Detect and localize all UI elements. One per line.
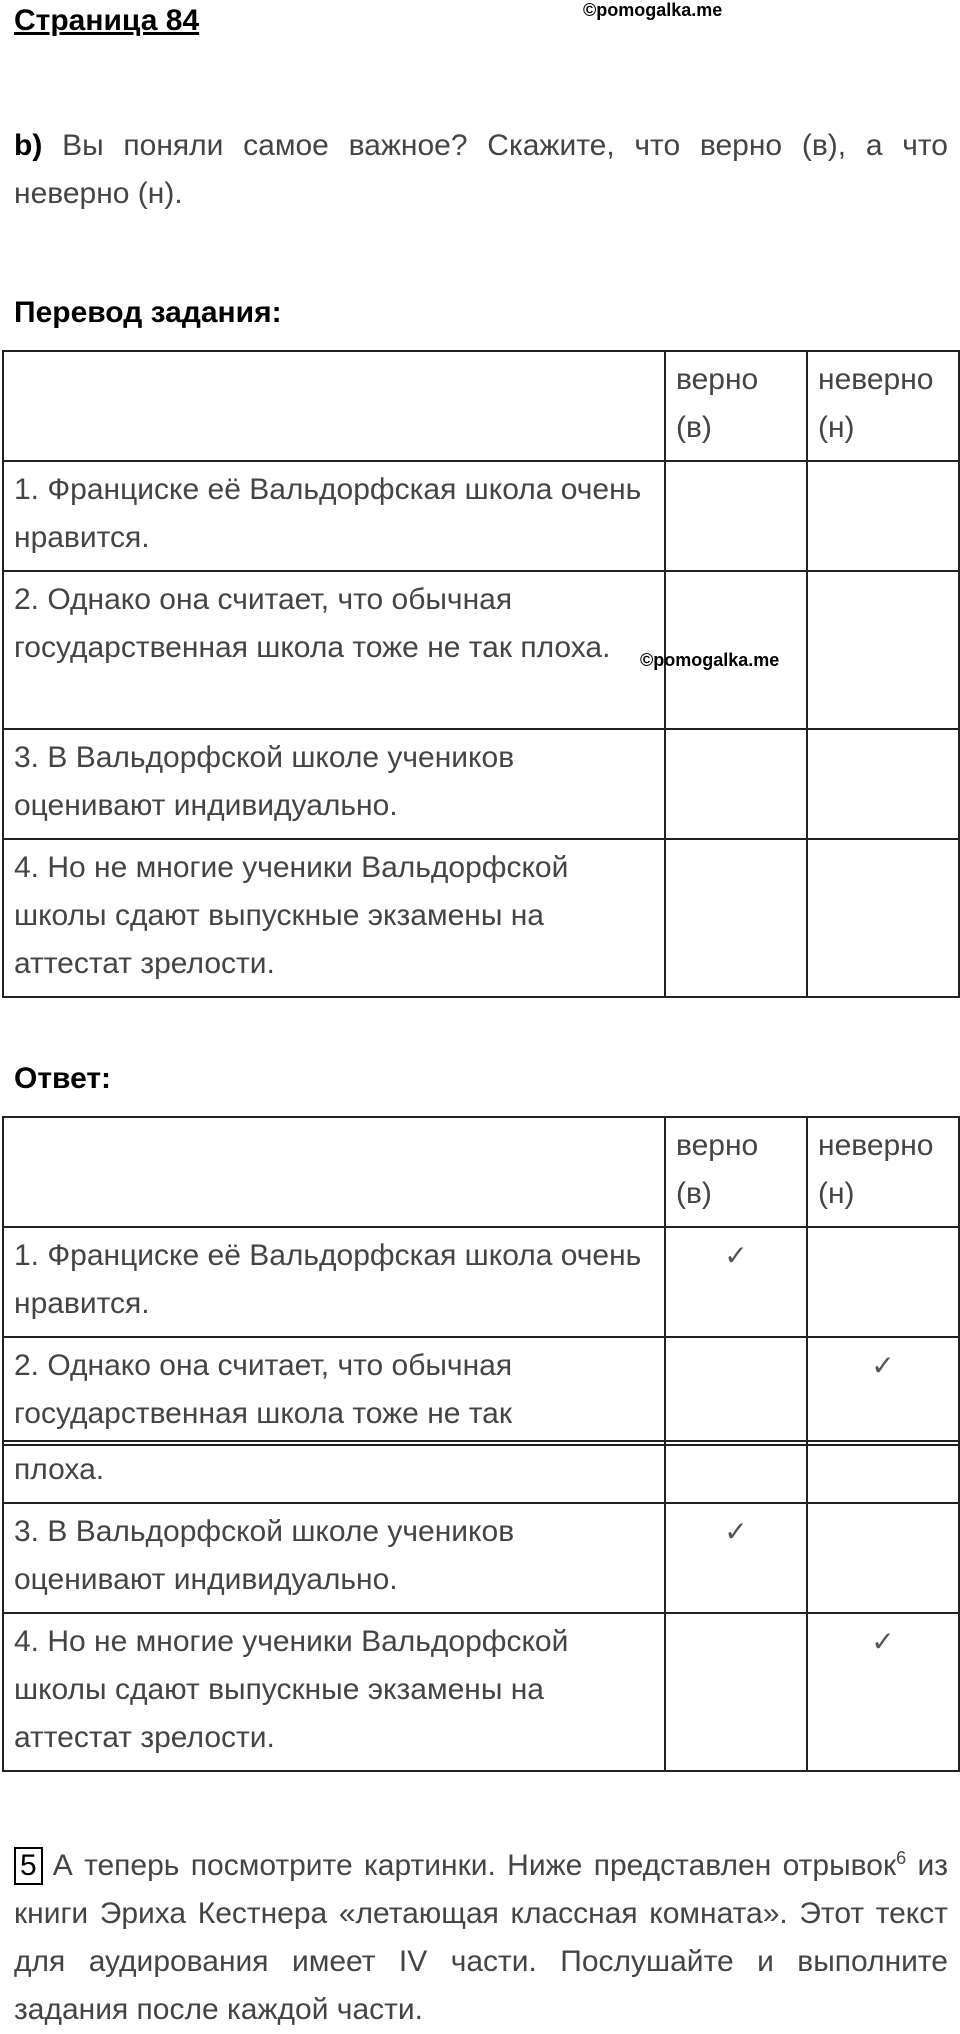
- table-row: [3, 571, 959, 729]
- true-cell[interactable]: [665, 729, 807, 839]
- page-title: Страница 84: [14, 4, 200, 37]
- watermark: ©pomogalka.me: [583, 0, 723, 20]
- table-row: [3, 1337, 959, 1445]
- check-mark: ✓: [665, 1503, 807, 1613]
- task-b-label: b): [14, 129, 43, 162]
- true-cell: [665, 1613, 807, 1771]
- task5-text-a: А теперь посмотрите картинки. Ниже представлен отрывок: [52, 1849, 897, 1882]
- false-cell[interactable]: [807, 461, 959, 571]
- true-cell: [665, 1441, 807, 1503]
- table-header-row: [3, 351, 959, 461]
- statement-cell: 2. Однако она считает, что обычная государственная школа тоже не так: [3, 1337, 665, 1445]
- table-row: [3, 1441, 959, 1503]
- false-cell: [807, 1441, 959, 1503]
- task-b-instruction: [14, 122, 948, 218]
- table-header-row: [3, 1117, 959, 1227]
- watermark: ©pomogalka.me: [640, 650, 780, 670]
- false-cell[interactable]: [807, 839, 959, 997]
- true-cell[interactable]: [665, 461, 807, 571]
- answer-table-part-2: [2, 1440, 960, 1772]
- task5-text-b: из книги Эриха Кестнера «летающая классная комната». Этот текст для аудирования имеет IV части. Послушайте и выполните задания после каждой части.: [14, 1849, 948, 2026]
- answer-table-part-1: [2, 1116, 960, 1446]
- true-cell[interactable]: [665, 839, 807, 997]
- false-cell: [807, 1503, 959, 1613]
- statement-cell: 2. Однако она считает, что обычная государственная школа тоже не так плоха.: [3, 571, 665, 729]
- table-row: [3, 1227, 959, 1337]
- footnote-marker: 6: [896, 1848, 907, 1868]
- task5-paragraph: [14, 1834, 948, 2034]
- statement-cell: 1. Франциске её Вальдорфская школа очень нравится.: [3, 1227, 665, 1337]
- translation-heading: Перевод задания:: [14, 296, 282, 329]
- statement-cell: 1. Франциске её Вальдорфская школа очень нравится.: [3, 461, 665, 571]
- check-mark: ✓: [807, 1337, 959, 1445]
- check-mark: ✓: [807, 1613, 959, 1771]
- header-true: верно (в): [665, 1117, 807, 1227]
- table-row: [3, 461, 959, 571]
- statement-cell: 3. В Вальдорфской школе учеников оценивают индивидуально.: [3, 729, 665, 839]
- check-mark: ✓: [665, 1227, 807, 1337]
- table-row: [3, 1613, 959, 1771]
- table-row: [3, 1503, 959, 1613]
- header-false: неверно (н): [807, 1117, 959, 1227]
- task-number-box: 5: [14, 1847, 43, 1885]
- answer-heading: Ответ:: [14, 1062, 112, 1095]
- statement-cell: 3. В Вальдорфской школе учеников оценивают индивидуально.: [3, 1503, 665, 1613]
- statement-cell: 4. Но не многие ученики Вальдорфской школы сдают выпускные экзамены на аттестат зрелости.: [3, 1613, 665, 1771]
- false-cell[interactable]: [807, 729, 959, 839]
- task-b-text: Вы поняли самое важное? Скажите, что верно (в), а что неверно (н).: [14, 129, 948, 210]
- statement-cell: 4. Но не многие ученики Вальдорфской школы сдают выпускные экзамены на аттестат зрелости.: [3, 839, 665, 997]
- header-true: верно (в): [665, 351, 807, 461]
- statement-cell: плоха.: [3, 1441, 665, 1503]
- table-row: [3, 839, 959, 997]
- table-row: [3, 729, 959, 839]
- header-false: неверно (н): [807, 351, 959, 461]
- false-cell[interactable]: [807, 571, 959, 729]
- false-cell: [807, 1227, 959, 1337]
- translation-table: [2, 350, 960, 998]
- true-cell: [665, 1337, 807, 1445]
